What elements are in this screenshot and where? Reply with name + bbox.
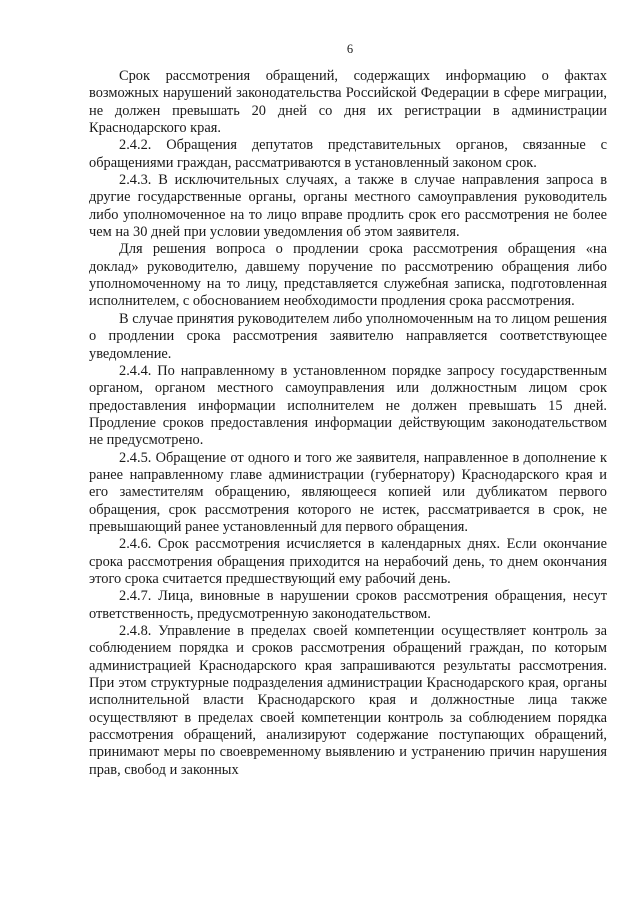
paragraph-extension-notice: В случае принятия руководителем либо уполномоченным на то лицом решения о продлении срока рассмотрения заявителю направляется соответствующее уведомление. <box>89 310 607 362</box>
paragraph-2-4-8: 2.4.8. Управление в пределах своей компетенции осуществляет контроль за соблюдением порядка и сроков рассмотрения обращений граждан, по которым администрацией Краснодарского края запрашиваются результаты рассмотрения. При этом структурные подразделения администрации Краснодарского края, органы исполнительной власти Краснодарского края и должностные лица также осуществляют в пределах своей компетенции контроль за соблюдением порядка рассмотрения обращений, анализируют содержание поступающих обращений, принимают меры по своевременному выявлению и устранению причин нарушения прав, свобод и законных <box>89 623 607 778</box>
paragraph-2-4-2: 2.4.2. Обращения депутатов представительных органов, связанные с обращениями граждан, рассматриваются в установленный законом срок. <box>89 137 607 171</box>
paragraph-extension-request: Для решения вопроса о продлении срока рассмотрения обращения «на доклад» руководителю, давшему поручение по рассмотрению обращения либо уполномоченному на то лицу, представляется служебная записка, подготовленная исполнителем, с обоснованием необходимости продления срока рассмотрения. <box>89 241 607 310</box>
paragraph-2-4-5: 2.4.5. Обращение от одного и того же заявителя, направленное в дополнение к ранее направленному главе администрации (губернатору) Краснодарского края и его заместителям обращению, являющееся копией или дубликатом первого обращения, срок рассмотрения которого не истек, рассматривается в срок, не превышающий ранее установленный для первого обращения. <box>89 449 607 535</box>
paragraph-2-4-6: 2.4.6. Срок рассмотрения исчисляется в календарных днях. Если окончание срока рассмотрения обращения приходится на нерабочий день, то днем окончания этого срока считается предшествующий ему рабочий день. <box>89 536 607 587</box>
document-body <box>89 68 607 779</box>
page-number: 6 <box>346 42 354 56</box>
paragraph-migration-deadline: Срок рассмотрения обращений, содержащих информацию о фактах возможных нарушений законодательства Российской Федерации в сфере миграции, не должен превышать 20 дней со дня их регистрации в администрации Краснодарского края. <box>89 68 607 137</box>
paragraph-2-4-7: 2.4.7. Лица, виновные в нарушении сроков рассмотрения обращения, несут ответственность, предусмотренную законодательством. <box>89 588 607 622</box>
paragraph-2-4-4: 2.4.4. По направленному в установленном порядке запросу государственным органом, органом местного самоуправления или должностным лицом срок предоставления информации исполнителем не должен превышать 15 дней. Продление сроков предоставления информации действующим законодательством не предусмотрено. <box>89 362 607 449</box>
paragraph-2-4-3: 2.4.3. В исключительных случаях, а также в случае направления запроса в другие государственные органы, органы местного самоуправления руководитель либо уполномоченное на то лицо вправе продлить срок его рассмотрения не более чем на 30 дней при условии уведомления об этом заявителя. <box>89 172 607 241</box>
